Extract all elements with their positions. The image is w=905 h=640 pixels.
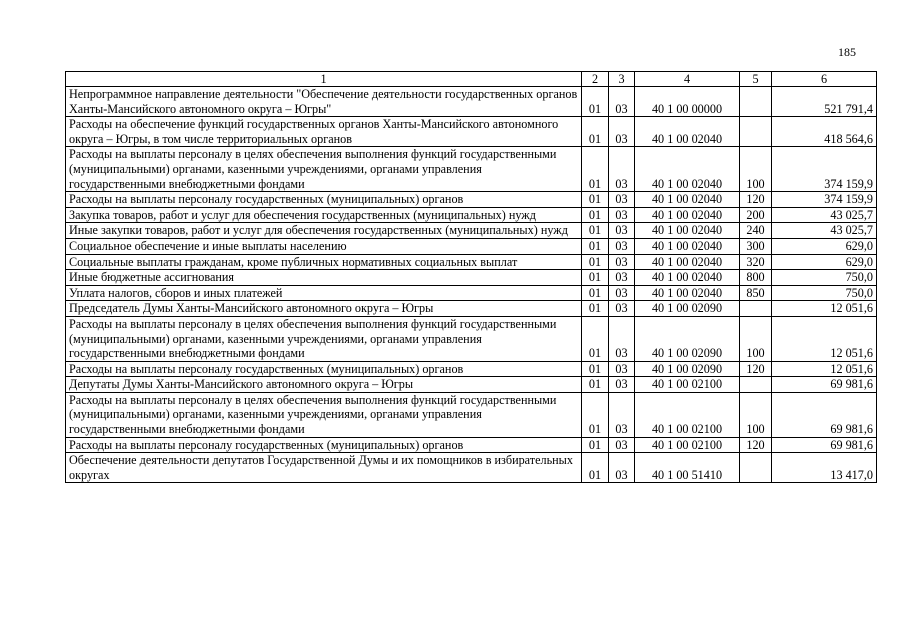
- subsection-code-cell: 03: [609, 223, 635, 239]
- amount-cell: 43 025,7: [772, 223, 877, 239]
- amount-cell: 629,0: [772, 254, 877, 270]
- amount-cell: 750,0: [772, 285, 877, 301]
- target-article-cell: 40 1 00 02040: [635, 207, 740, 223]
- expense-type-cell: [740, 87, 772, 117]
- budget-table: [65, 71, 877, 483]
- expense-name-cell: Расходы на выплаты персоналу в целях обеспечения выполнения функций государственными (муниципальными) органами, казенными учреждениями, органами управления государственными внебюджетными фондами: [66, 392, 582, 437]
- subsection-code-cell: 03: [609, 377, 635, 393]
- section-code-cell: 01: [582, 361, 609, 377]
- table-row: [66, 361, 877, 377]
- section-code-cell: 01: [582, 316, 609, 361]
- subsection-code-cell: 03: [609, 192, 635, 208]
- expense-name-cell: Иные бюджетные ассигнования: [66, 270, 582, 286]
- section-code-cell: 01: [582, 453, 609, 483]
- table-row: [66, 87, 877, 117]
- section-code-cell: 01: [582, 117, 609, 147]
- subsection-code-cell: 03: [609, 207, 635, 223]
- target-article-cell: 40 1 00 02090: [635, 361, 740, 377]
- table-row: [66, 285, 877, 301]
- target-article-cell: 40 1 00 02040: [635, 192, 740, 208]
- table-row: [66, 254, 877, 270]
- amount-cell: 13 417,0: [772, 453, 877, 483]
- target-article-cell: 40 1 00 51410: [635, 453, 740, 483]
- table-row: [66, 223, 877, 239]
- header-col-6: 6: [772, 72, 877, 87]
- expense-type-cell: 120: [740, 437, 772, 453]
- table-row: [66, 377, 877, 393]
- header-col-4: 4: [635, 72, 740, 87]
- expense-type-cell: 100: [740, 316, 772, 361]
- table-row: [66, 392, 877, 437]
- expense-type-cell: 850: [740, 285, 772, 301]
- subsection-code-cell: 03: [609, 285, 635, 301]
- expense-name-cell: Расходы на выплаты персоналу государственных (муниципальных) органов: [66, 437, 582, 453]
- expense-name-cell: Расходы на выплаты персоналу в целях обеспечения выполнения функций государственными (муниципальными) органами, казенными учреждениями, органами управления государственными внебюджетными фондами: [66, 147, 582, 192]
- table-row: [66, 147, 877, 192]
- amount-cell: 69 981,6: [772, 437, 877, 453]
- amount-cell: 374 159,9: [772, 192, 877, 208]
- amount-cell: 69 981,6: [772, 377, 877, 393]
- expense-name-cell: Расходы на выплаты персоналу государственных (муниципальных) органов: [66, 192, 582, 208]
- section-code-cell: 01: [582, 238, 609, 254]
- target-article-cell: 40 1 00 00000: [635, 87, 740, 117]
- table-row: [66, 316, 877, 361]
- expense-name-cell: Расходы на выплаты персоналу в целях обеспечения выполнения функций государственными (муниципальными) органами, казенными учреждениями, органами управления государственными внебюджетными фондами: [66, 316, 582, 361]
- expense-name-cell: Социальное обеспечение и иные выплаты населению: [66, 238, 582, 254]
- expense-name-cell: Закупка товаров, работ и услуг для обеспечения государственных (муниципальных) нужд: [66, 207, 582, 223]
- section-code-cell: 01: [582, 87, 609, 117]
- subsection-code-cell: 03: [609, 301, 635, 317]
- table-row: [66, 238, 877, 254]
- header-col-2: 2: [582, 72, 609, 87]
- table-row: [66, 117, 877, 147]
- expense-type-cell: 320: [740, 254, 772, 270]
- target-article-cell: 40 1 00 02040: [635, 117, 740, 147]
- expense-type-cell: [740, 453, 772, 483]
- target-article-cell: 40 1 00 02040: [635, 270, 740, 286]
- amount-cell: 43 025,7: [772, 207, 877, 223]
- table-row: [66, 301, 877, 317]
- subsection-code-cell: 03: [609, 437, 635, 453]
- expense-type-cell: 100: [740, 392, 772, 437]
- target-article-cell: 40 1 00 02090: [635, 316, 740, 361]
- subsection-code-cell: 03: [609, 147, 635, 192]
- target-article-cell: 40 1 00 02040: [635, 285, 740, 301]
- subsection-code-cell: 03: [609, 238, 635, 254]
- subsection-code-cell: 03: [609, 361, 635, 377]
- page-number: 185: [838, 45, 856, 59]
- subsection-code-cell: 03: [609, 316, 635, 361]
- header-col-5: 5: [740, 72, 772, 87]
- amount-cell: 69 981,6: [772, 392, 877, 437]
- expense-name-cell: Председатель Думы Ханты-Мансийского автономного округа – Югры: [66, 301, 582, 317]
- expense-type-cell: 100: [740, 147, 772, 192]
- amount-cell: 12 051,6: [772, 316, 877, 361]
- expense-type-cell: [740, 377, 772, 393]
- header-row: [66, 72, 877, 87]
- section-code-cell: 01: [582, 223, 609, 239]
- target-article-cell: 40 1 00 02100: [635, 437, 740, 453]
- subsection-code-cell: 03: [609, 453, 635, 483]
- table-row: [66, 270, 877, 286]
- target-article-cell: 40 1 00 02040: [635, 147, 740, 192]
- subsection-code-cell: 03: [609, 392, 635, 437]
- expense-type-cell: 800: [740, 270, 772, 286]
- subsection-code-cell: 03: [609, 87, 635, 117]
- expense-type-cell: 120: [740, 361, 772, 377]
- amount-cell: 12 051,6: [772, 301, 877, 317]
- expense-name-cell: Иные закупки товаров, работ и услуг для обеспечения государственных (муниципальных) нужд: [66, 223, 582, 239]
- expense-type-cell: [740, 117, 772, 147]
- section-code-cell: 01: [582, 270, 609, 286]
- section-code-cell: 01: [582, 437, 609, 453]
- amount-cell: 521 791,4: [772, 87, 877, 117]
- section-code-cell: 01: [582, 285, 609, 301]
- section-code-cell: 01: [582, 147, 609, 192]
- section-code-cell: 01: [582, 377, 609, 393]
- target-article-cell: 40 1 00 02040: [635, 238, 740, 254]
- subsection-code-cell: 03: [609, 270, 635, 286]
- amount-cell: 12 051,6: [772, 361, 877, 377]
- section-code-cell: 01: [582, 392, 609, 437]
- expense-name-cell: Расходы на обеспечение функций государственных органов Ханты-Мансийского автономного округа – Югры, в том числе территориальных органов: [66, 117, 582, 147]
- expense-type-cell: 120: [740, 192, 772, 208]
- target-article-cell: 40 1 00 02040: [635, 223, 740, 239]
- expense-name-cell: Депутаты Думы Ханты-Мансийского автономного округа – Югры: [66, 377, 582, 393]
- table-row: [66, 453, 877, 483]
- expense-name-cell: Обеспечение деятельности депутатов Государственной Думы и их помощников в избирательных округах: [66, 453, 582, 483]
- section-code-cell: 01: [582, 192, 609, 208]
- amount-cell: 418 564,6: [772, 117, 877, 147]
- section-code-cell: 01: [582, 301, 609, 317]
- target-article-cell: 40 1 00 02100: [635, 377, 740, 393]
- expense-name-cell: Социальные выплаты гражданам, кроме публичных нормативных социальных выплат: [66, 254, 582, 270]
- expense-type-cell: [740, 301, 772, 317]
- amount-cell: 629,0: [772, 238, 877, 254]
- header-col-1: 1: [66, 72, 582, 87]
- header-col-3: 3: [609, 72, 635, 87]
- section-code-cell: 01: [582, 207, 609, 223]
- expense-type-cell: 240: [740, 223, 772, 239]
- expense-name-cell: Расходы на выплаты персоналу государственных (муниципальных) органов: [66, 361, 582, 377]
- target-article-cell: 40 1 00 02090: [635, 301, 740, 317]
- amount-cell: 750,0: [772, 270, 877, 286]
- subsection-code-cell: 03: [609, 117, 635, 147]
- target-article-cell: 40 1 00 02040: [635, 254, 740, 270]
- expense-name-cell: Уплата налогов, сборов и иных платежей: [66, 285, 582, 301]
- section-code-cell: 01: [582, 254, 609, 270]
- expense-type-cell: 200: [740, 207, 772, 223]
- subsection-code-cell: 03: [609, 254, 635, 270]
- table-row: [66, 437, 877, 453]
- expense-type-cell: 300: [740, 238, 772, 254]
- amount-cell: 374 159,9: [772, 147, 877, 192]
- target-article-cell: 40 1 00 02100: [635, 392, 740, 437]
- table-row: [66, 192, 877, 208]
- expense-name-cell: Непрограммное направление деятельности "Обеспечение деятельности государственных органов Ханты-Мансийского автономного округа – Югры": [66, 87, 582, 117]
- table-row: [66, 207, 877, 223]
